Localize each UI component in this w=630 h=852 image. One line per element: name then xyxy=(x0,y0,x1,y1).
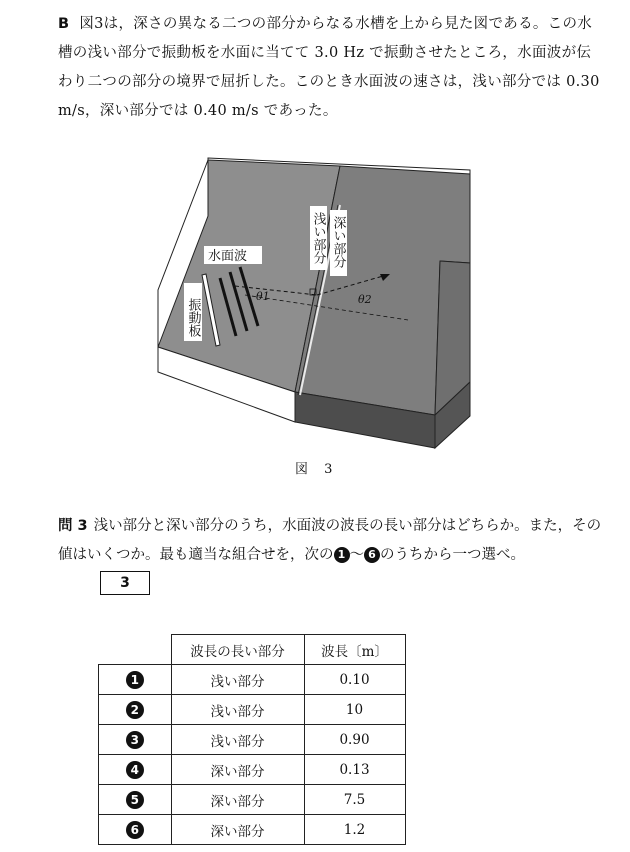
wave-label: 水面波 xyxy=(208,249,248,264)
choice-part: 浅い部分 xyxy=(171,665,304,695)
range-start-numeral: 1 xyxy=(334,547,350,563)
table-row[interactable] xyxy=(99,665,406,695)
choice-value: 0.13 xyxy=(304,755,405,785)
section-marker: B xyxy=(58,16,70,32)
theta1-label: θ1 xyxy=(256,290,270,303)
range-end-numeral: 6 xyxy=(364,547,380,563)
choice-value: 1.2 xyxy=(304,815,405,845)
deep-label: 深い部分 xyxy=(330,216,346,268)
table-header-row xyxy=(99,635,406,665)
table-header-part: 波長の長い部分 xyxy=(171,635,304,665)
figure-caption: 図 3 xyxy=(295,462,339,477)
choice-number: 6 xyxy=(99,815,172,845)
question-block xyxy=(58,512,608,570)
choice-number: 5 xyxy=(99,785,172,815)
shallow-label: 浅い部分 xyxy=(310,212,326,264)
theta2-label: θ2 xyxy=(358,293,372,306)
question-marker: 問 3 xyxy=(58,518,88,534)
table-row[interactable] xyxy=(99,815,406,845)
choice-value: 7.5 xyxy=(304,785,405,815)
problem-text: 図3は，深さの異なる二つの部分からなる水槽を上から見た図である。この水槽の浅い部分で振動板を水面に当てて 3.0 Hz で振動させたところ，水面波が伝わり二つの部分の境界で屈折した。このとき水面波の速さは，浅い部分では 0.30 m/s，深い部分では 0.40 m/s であった。 xyxy=(58,16,600,119)
table-row[interactable] xyxy=(99,725,406,755)
question-text: 浅い部分と深い部分のうち，水面波の波長の長い部分はどちらか。また，その値はいくつか。最も適当な組合せを，次の xyxy=(58,518,602,563)
range-separator: ～ xyxy=(349,547,364,563)
choice-part: 深い部分 xyxy=(171,785,304,815)
choices-table xyxy=(98,634,406,845)
tank-figure xyxy=(150,150,485,450)
choice-part: 浅い部分 xyxy=(171,725,304,755)
table-row[interactable] xyxy=(99,785,406,815)
choice-value: 0.10 xyxy=(304,665,405,695)
table-header-blank xyxy=(99,635,172,665)
choice-number: 2 xyxy=(99,695,172,725)
table-row[interactable] xyxy=(99,695,406,725)
choice-number: 4 xyxy=(99,755,172,785)
problem-paragraph xyxy=(58,10,603,126)
choice-part: 浅い部分 xyxy=(171,695,304,725)
choice-number: 1 xyxy=(99,665,172,695)
choice-value: 0.90 xyxy=(304,725,405,755)
answer-box[interactable]: 3 xyxy=(100,571,150,595)
plate-label: 振動板 xyxy=(185,298,201,337)
choice-part: 深い部分 xyxy=(171,815,304,845)
choice-value: 10 xyxy=(304,695,405,725)
table-header-wavelength: 波長〔m〕 xyxy=(304,635,405,665)
choice-number: 3 xyxy=(99,725,172,755)
table-row[interactable] xyxy=(99,755,406,785)
choice-part: 深い部分 xyxy=(171,755,304,785)
question-text-end: のうちから一つ選べ。 xyxy=(380,547,525,563)
